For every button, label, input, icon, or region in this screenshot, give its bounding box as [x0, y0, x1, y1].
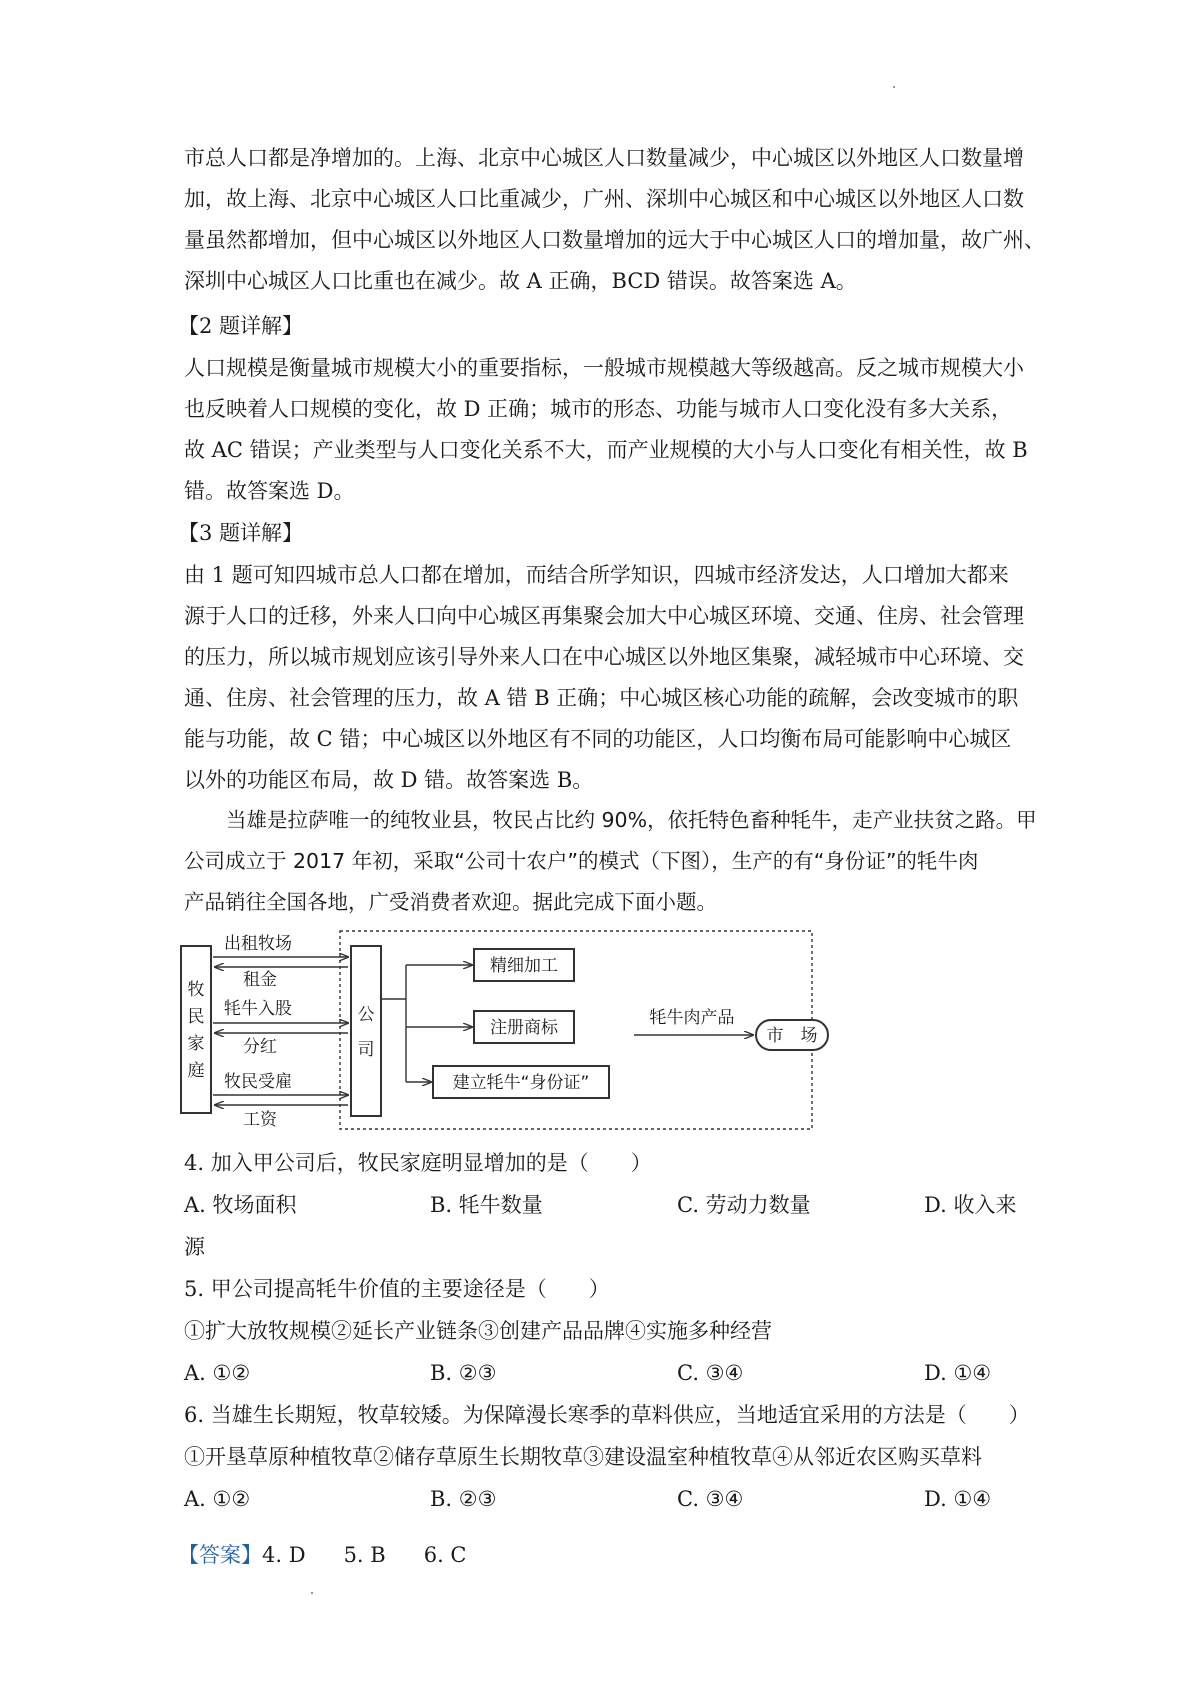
explanation-paragraph-1: [184, 138, 1045, 302]
herder-family-box: [181, 946, 211, 1113]
section-heading-q2: 【2 题详解】: [178, 314, 304, 338]
activity-label: 建立牦牛“身份证”: [452, 1073, 590, 1093]
herder-family-char: 家: [187, 1034, 205, 1054]
flow-label-rent: 租金: [243, 970, 277, 990]
question-6-option-c: C. ③④: [677, 1487, 744, 1511]
text-line: 通、住房、社会管理的压力，故 A 错 B 正确；中心城区核心功能的疏解，会改变城市的职: [184, 686, 1019, 710]
flow-label-wages: 工资: [243, 1110, 277, 1130]
answer-item: 4. D: [262, 1543, 306, 1567]
answer-item: 6. C: [423, 1543, 467, 1567]
text-line: 当雄是拉萨唯一的纯牧业县，牧民占比约 90%，依托特色畜种牦牛，走产业扶贫之路。甲: [226, 808, 1037, 832]
text-line: 深圳中心城区人口比重也在减少。故 A 正确，BCD 错误。故答案选 A。: [184, 269, 857, 293]
text-line: 故 AC 错误；产业类型与人口变化关系不大，而产业规模的大小与人口变化有相关性，故 B: [184, 438, 1028, 462]
explanation-paragraph-2: [184, 348, 1026, 512]
scan-dot: [893, 86, 895, 88]
scan-dot: [311, 1592, 313, 1594]
text-line: 公司成立于 2017 年初，采取“公司十农户”的模式（下图），生产的有“身份证”的牦牛肉: [184, 849, 979, 873]
question-6-statements: ①开垦草原种植牧草②储存草原生长期牧草③建设温室种植牧草④从邻近农区购买草料: [184, 1445, 982, 1469]
question-5-option-b: B. ②③: [430, 1361, 497, 1385]
text-line: 能与功能，故 C 错；中心城区以外地区有不同的功能区，人口均衡布局可能影响中心城区: [184, 727, 1012, 751]
company-dashed-frame: [340, 931, 812, 1129]
answer-line: [178, 1540, 505, 1570]
text-line: 源于人口的迁移，外来人口向中心城区再集聚会加大中心城区环境、交通、住房、社会管理: [184, 604, 1024, 628]
market-label: 市 场: [766, 1026, 818, 1046]
text-line: 人口规模是衡量城市规模大小的重要指标，一般城市规模越大等级越高。反之城市规模大小: [184, 356, 1024, 380]
question-5-option-a: A. ①②: [184, 1361, 251, 1385]
answer-item: 5. B: [343, 1543, 386, 1567]
flow-label-rent-pasture: 出租牧场: [224, 934, 292, 954]
question-6-option-d: D. ①④: [924, 1487, 992, 1511]
herder-family-char: 民: [187, 1007, 205, 1027]
flow-label-employment: 牧民受雇: [224, 1072, 292, 1092]
text-line: 的压力，所以城市规划应该引导外来人口在中心城区以外地区集聚，减轻城市中心环境、交: [184, 645, 1024, 669]
question-5-option-c: C. ③④: [677, 1361, 744, 1385]
question-6-option-a: A. ①②: [184, 1487, 251, 1511]
question-4-option-d: D. 收入来: [924, 1193, 1017, 1217]
text-line: 量虽然都增加，但中心城区以外地区人口数量增加的远大于中心城区人口的增加量，故广州、: [184, 228, 1045, 252]
question-4-stem: 4. 加入甲公司后，牧民家庭明显增加的是（ ）: [184, 1151, 652, 1175]
section-heading-q3: 【3 题详解】: [178, 521, 304, 545]
activity-label: 注册商标: [490, 1018, 558, 1038]
text-line: 以外的功能区布局，故 D 错。故答案选 B。: [184, 768, 594, 792]
flow-label-yak-shares: 牦牛入股: [224, 999, 292, 1019]
question-material: [184, 800, 1037, 923]
question-4-option-b: B. 牦牛数量: [430, 1193, 543, 1217]
question-5-option-d: D. ①④: [924, 1361, 992, 1385]
question-6-stem: 6. 当雄生长期短，牧草较矮。为保障漫长寒季的草料供应，当地适宜采用的方法是（ ）: [184, 1403, 1030, 1427]
herder-family-char: 庭: [187, 1061, 205, 1081]
company-box: [351, 946, 381, 1116]
question-5-stem: 5. 甲公司提高牦牛价值的主要途径是（ ）: [184, 1277, 610, 1301]
question-4-option-c: C. 劳动力数量: [677, 1193, 811, 1217]
herder-family-char: 牧: [187, 980, 205, 1000]
company-char: 司: [357, 1040, 375, 1060]
company-char: 公: [357, 1005, 375, 1025]
question-5-statements: ①扩大放牧规模②延长产业链条③创建产品品牌④实施多种经营: [184, 1319, 772, 1343]
activity-label: 精细加工: [490, 956, 558, 976]
explanation-paragraph-3: [184, 555, 1026, 801]
text-line: 产品销往全国各地，广受消费者欢迎。据此完成下面小题。: [184, 890, 717, 914]
product-label: 牦牛肉产品: [649, 1008, 735, 1028]
text-line: 市总人口都是净增加的。上海、北京中心城区人口数量减少，中心城区以外地区人口数量增: [184, 146, 1024, 170]
text-line: 加，故上海、北京中心城区人口比重减少，广州、深圳中心城区和中心城区以外地区人口数: [184, 187, 1024, 211]
text-line: 错。故答案选 D。: [184, 479, 355, 503]
text-line: 也反映着人口规模的变化，故 D 正确；城市的形态、功能与城市人口变化没有多大关系，: [184, 397, 1013, 421]
question-4-option-a: A. 牧场面积: [184, 1193, 297, 1217]
text-line: 由 1 题可知四城市总人口都在增加，而结合所学知识，四城市经济发达，人口增加大都来: [184, 563, 1009, 587]
question-4-option-d-continued: 源: [184, 1235, 205, 1259]
question-6-option-b: B. ②③: [430, 1487, 497, 1511]
company-farmer-model-diagram: [180, 925, 840, 1135]
flow-label-dividend: 分红: [243, 1037, 277, 1057]
answer-tag: 【答案】: [178, 1543, 262, 1567]
